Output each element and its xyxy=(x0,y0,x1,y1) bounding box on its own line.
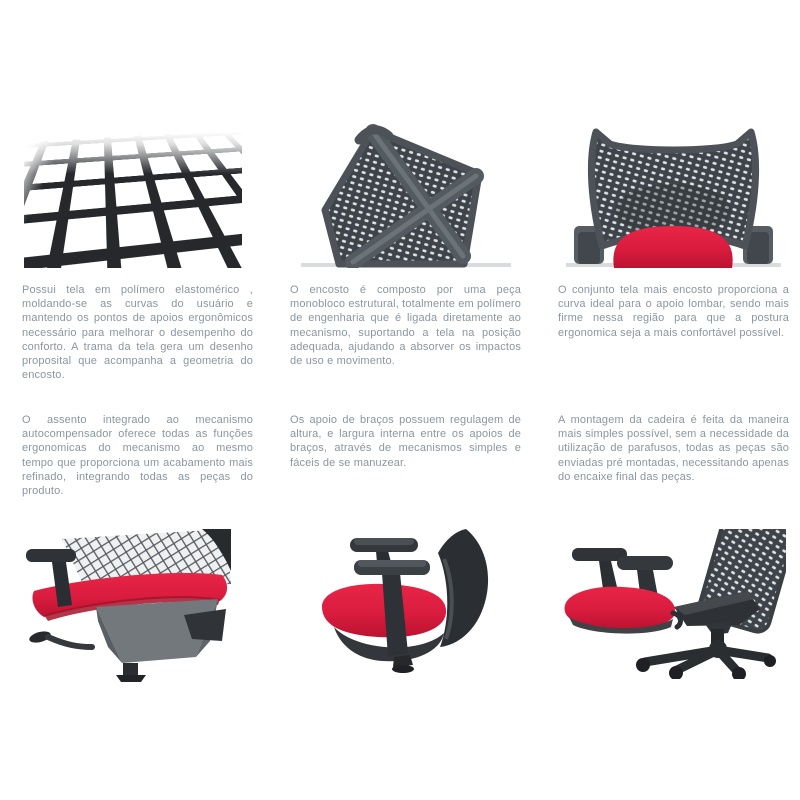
mesh-horizon-fade xyxy=(24,122,242,268)
figure-mesh-texture xyxy=(22,105,253,268)
paragraph-assembly: A montagem da cadeira é feita da maneira mais simples possível, sem a necessidade da utilização de parafusos, todas as peças são enviadas pré montadas, necessitando apenas do encaixe final das peças. xyxy=(558,414,789,483)
paragraph-lumbar: O conjunto tela mais encosto proporciona a curva ideal para o apoio lombar, sendo mais firme nessa região para que a postura ergonomica seja a mais confortável possível. xyxy=(558,284,789,339)
content-grid xyxy=(22,105,789,692)
figure-armrest-adjustment xyxy=(290,527,521,692)
mesh-texture-photo xyxy=(24,122,242,268)
figure-assembly-parts xyxy=(558,527,789,692)
figure-seat-mechanism xyxy=(22,527,253,692)
paragraph-armrests: Os apoio de braços possuem regulagem de altura, e largura interna entre os apoios de braços, através de mecanismos simples e fáceis de se manuzear. xyxy=(290,414,521,469)
paragraph-mesh: Possui tela em polímero elastomérico , moldando-se as curvas do usuário e mantendo os pontos de apoios ergonômicos necessário para melhorar o desempenho do conforto. A trama da tela gera um desenho proposital que acompanha a geometria do encosto. xyxy=(22,284,253,382)
backrest-structure-photo xyxy=(301,118,511,268)
armrest-adjustment-photo xyxy=(316,529,496,674)
figure-backrest-structure xyxy=(290,105,521,268)
backrest-lumbar-photo xyxy=(566,118,781,268)
paragraph-seat-mechanism: O assento integrado ao mecanismo autocompensador oferece todas as funções ergonomicas do mecanismo ao mesmo tempo que proporciona um acabamento mais refinado, integrando todas as peças do produto. xyxy=(22,414,253,498)
seat-mechanism-photo xyxy=(26,529,231,684)
figure-backrest-lumbar xyxy=(558,105,789,268)
assembly-parts-photo xyxy=(561,529,786,679)
paragraph-backrest: O encosto é composto por uma peça monobloco estrutural, totalmente em polímero de engenharia que é ligada diretamente ao mecanismo, suportando a tela na posição adequada, ajudando a absorver os impactos de uso e movimento. xyxy=(290,284,521,368)
